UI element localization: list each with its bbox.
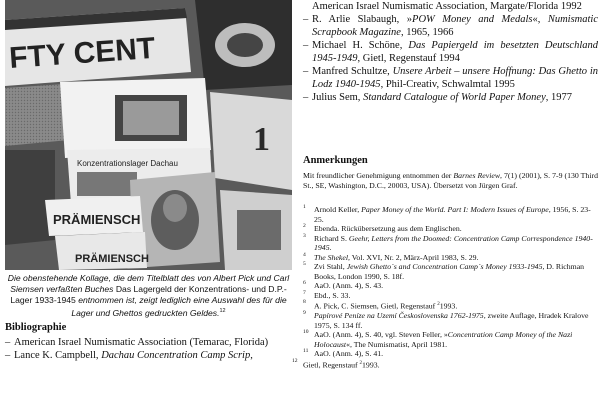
- footnote: 12 Gietl, Regenstauf $^2$1993.: [292, 357, 380, 370]
- footnote: 9 Papírové Peníze na Uzemí Československa 1762-1975, zweite Auflage, Hradek Kralove 1975, S. 134 ff.: [303, 310, 589, 330]
- bibliography-item-continued: American Israel Numismatic Association, Margate/Florida 1992: [312, 1, 582, 12]
- note-one-digit: 1: [253, 121, 270, 158]
- footnote: 7 Ebd., S. 33.: [303, 289, 351, 300]
- footnote: 8 A. Pick, C. Siemsen, Gietl, Regenstauf $^2$1993.: [303, 299, 458, 311]
- svg-text:PRÄMIENSCH: PRÄMIENSCH: [75, 253, 149, 265]
- notes-intro: Mit freundlicher Genehmigung entnommen der Barnes Review, 7(1) (2001), S. 7-9 (130 Third St., SE, Washington, D.C., 20003, USA). Übersetzt von Jürgen Graf.: [303, 171, 598, 190]
- bibliography-item: – Michael H. Schöne, Das Papiergeld im besetzten Deutschland 1945-1949, Gietl, Regenstauf 1994: [303, 40, 598, 64]
- bibliography-item: – R. Arlie Slabaugh, »POW Money and Medals«, Numismatic Scrapbook Magazine, 1965, 1966: [303, 14, 598, 38]
- footnote: 1 Arnold Keller, Paper Money of the World. Part I: Modern Issues of Europe, 1956, S. 23-25.: [303, 204, 591, 224]
- footnote: 5 Zvi Stahl, Jewish Ghetto´s and Concentration Camp´s Money 1933-1945, D. Richman Books, London 1990, S. 18f.: [303, 261, 585, 281]
- collage-caption: Die obenstehende Kollage, die dem Titelblatt des von Albert Pick und Carl Siemsen verfaßten Buches Das Lagergeld der Konzentrations- und D.P.-Lager 1933-1945 entnommen ist, zeigt lediglich eine Auswahl des für die Lager und Ghettos gedruckten Geldes.$^{12}$: [7, 273, 290, 318]
- bibliography-item: – Manfred Schultze, Unsere Arbeit – unsere Hoffnung: Das Ghetto in Lodz 1940-1945, Phil-Creativ, Schwalmtal 1995: [303, 66, 598, 90]
- bibliography-heading: Bibliographie: [5, 322, 67, 333]
- note-praemienschein-2: [55, 232, 149, 270]
- note-right: [210, 92, 292, 190]
- bibliography-list-left: [5, 336, 292, 362]
- footnote: 4 The Shekel, Vol. XVI, Nr. 2, März-April 1983, S. 29.: [303, 251, 479, 262]
- bibliography-item: – American Israel Numismatic Association (Temarac, Florida): [5, 337, 269, 348]
- note-praemienschein-1: [45, 196, 143, 236]
- notes-list: [292, 204, 598, 370]
- caption-footnote-ref: 12: [219, 308, 226, 314]
- note-fty-text: FTY CENT: [8, 31, 157, 75]
- bibliography-list-right: [303, 0, 598, 104]
- footnote: 3 Richard S. Geehr, Letters from the Doomed: Concentration Camp Correspondence 1940-1945.: [303, 232, 593, 252]
- svg-text:Konzentrationslager Dachau: Konzentrationslager Dachau: [77, 159, 178, 168]
- footnote: 6 AaO. (Anm. 4), S. 43.: [303, 280, 384, 290]
- note-patterned: [5, 84, 69, 146]
- bibliography-item: – Lance K. Campbell, Dachau Concentration Camp Scrip,: [5, 350, 253, 361]
- notes-heading: Anmerkungen: [303, 155, 368, 166]
- title-page-collage-image: [5, 0, 292, 270]
- bibliography-item: – Julius Sem, Standard Catalogue of World Paper Money, 1977: [303, 92, 572, 103]
- footnote: 10 AaO. (Anm. 4), S. 40, vgl. Steven Feller, »Concentration Camp Money of the Nazi Holocaust«, The Numismatist, April 1981.: [303, 329, 573, 349]
- footnote: 2 Ebenda. Rückübersetzung aus dem Englischen.: [303, 223, 462, 233]
- footnote: 11 AaO. (Anm. 4), S. 41.: [303, 348, 384, 359]
- svg-text:PRÄMIENSCH: PRÄMIENSCH: [53, 212, 141, 227]
